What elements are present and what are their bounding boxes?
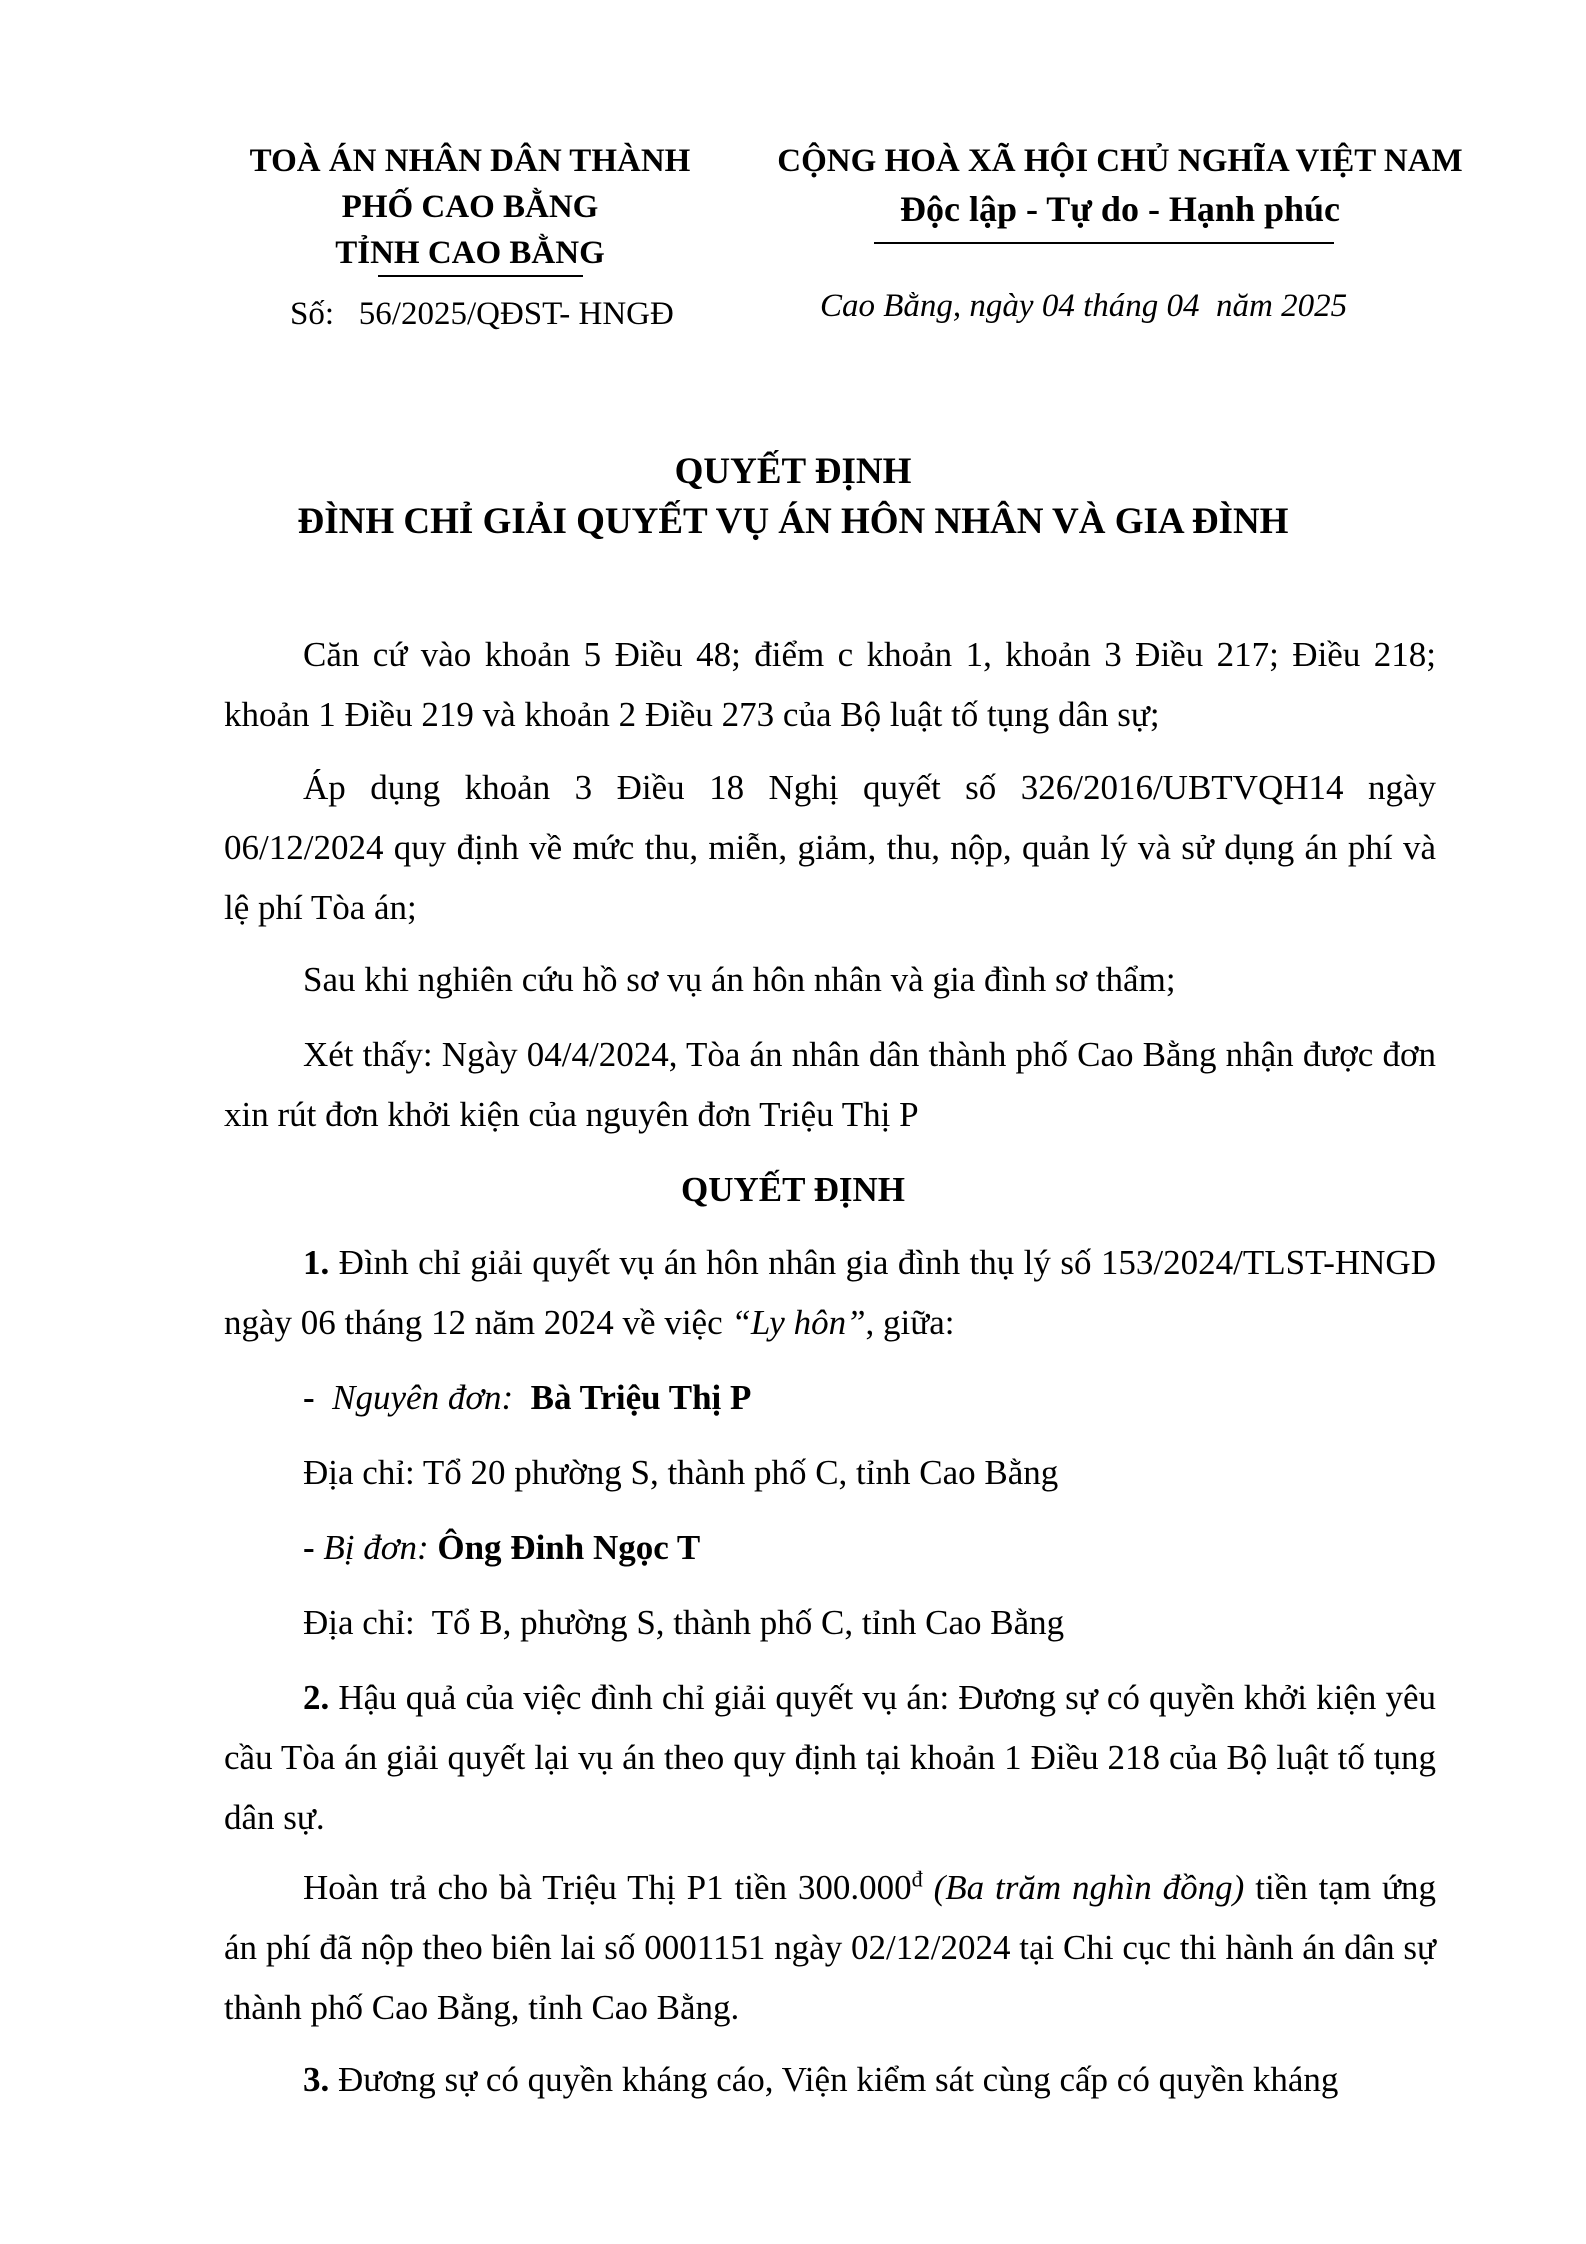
court-name-line2: PHỐ CAO BẰNG: [341, 189, 599, 225]
court-name-line3: TỈNH CAO BẰNG: [335, 235, 605, 271]
plaintiff-line: [303, 1368, 751, 1428]
item-3-text: Đương sự có quyền kháng cáo, Viện kiểm sát cùng cấp có quyền kháng: [329, 2060, 1339, 2099]
decision-item-1: [224, 1233, 1436, 1353]
refund-post: tiền tạm ứng án phí đã nộp theo biên lai số 0001151 ngày 02/12/2024 tại Chi cục thi hành án dân sự thành phố Cao Bằng, tỉnh Cao Bằng.: [224, 1868, 1436, 2027]
motto-underline: [874, 242, 1334, 244]
court-name-line1: TOÀ ÁN NHÂN DÂN THÀNH: [249, 143, 691, 179]
document-number: Số: 56/2025/QĐST- HNGĐ: [290, 296, 674, 332]
document-subtitle: ĐÌNH CHỈ GIẢI QUYẾT VỤ ÁN HÔN NHÂN VÀ GIA ĐÌNH: [297, 501, 1289, 542]
refund-amount-words: (Ba trăm nghìn đồng): [922, 1868, 1245, 1907]
defendant-address: Địa chỉ: Tổ B, phường S, thành phố C, tỉnh Cao Bằng: [303, 1603, 1065, 1642]
item-1-number: 1.: [303, 1243, 330, 1282]
document-title: QUYẾT ĐỊNH: [674, 451, 912, 492]
item-1-text: Đình chỉ giải quyết vụ án hôn nhân gia đình thụ lý số 153/2024/TLST-HNGD ngày 06 tháng 12 năm 2024 về việc: [224, 1243, 1436, 1342]
court-underline: [378, 275, 583, 277]
plaintiff-label: Nguyên đơn:: [332, 1378, 514, 1417]
court-name: [220, 138, 720, 276]
place-and-date: Cao Bằng, ngày 04 tháng 04 năm 2025: [820, 288, 1348, 324]
decision-item-3: [224, 2050, 1436, 2110]
case-type: “Ly hôn”: [731, 1303, 866, 1342]
item-3-number: 3.: [303, 2060, 330, 2099]
refund-pre: Hoàn trả cho bà Triệu Thị P1 tiền 300.000: [303, 1868, 912, 1907]
defendant-dash: -: [303, 1528, 324, 1567]
basis-paragraph-3: Sau khi nghiên cứu hồ sơ vụ án hôn nhân và gia đình sơ thẩm;: [303, 960, 1176, 999]
defendant-name: Ông Đinh Ngọc T: [428, 1528, 701, 1567]
refund-paragraph: [224, 1858, 1436, 2038]
basis-paragraph-1: Căn cứ vào khoản 5 Điều 48; điểm c khoản 1, khoản 3 Điều 217; Điều 218; khoản 1 Điều 219 và khoản 2 Điều 273 của Bộ luật tố tụng dân sự;: [224, 635, 1436, 734]
item-1-tail: , giữa:: [865, 1303, 955, 1342]
plaintiff-name: Bà Triệu Thị P: [513, 1378, 752, 1417]
decision-heading: QUYẾT ĐỊNH: [681, 1170, 905, 1209]
basis-paragraph-2: Áp dụng khoản 3 Điều 18 Nghị quyết số 326/2016/UBTVQH14 ngày 06/12/2024 quy định về mức thu, miễn, giảm, thu, nộp, quản lý và sử dụng án phí và lệ phí Tòa án;: [224, 768, 1436, 927]
basis-paragraph-4: Xét thấy: Ngày 04/4/2024, Tòa án nhân dân thành phố Cao Bằng nhận được đơn xin rút đơn khởi kiện của nguyên đơn Triệu Thị P: [224, 1035, 1436, 1134]
defendant-line: [303, 1518, 700, 1578]
defendant-label: Bị đơn:: [323, 1528, 429, 1567]
decision-item-2: [224, 1668, 1436, 1848]
plaintiff-dash: -: [303, 1378, 333, 1417]
national-header: [740, 138, 1500, 234]
nation-name: CỘNG HOÀ XÃ HỘI CHỦ NGHĨA VIỆT NAM: [777, 143, 1463, 179]
national-motto: Độc lập - Tự do - Hạnh phúc: [899, 189, 1341, 229]
currency-sign: đ: [911, 1866, 923, 1892]
plaintiff-address: Địa chỉ: Tổ 20 phường S, thành phố C, tỉnh Cao Bằng: [303, 1453, 1059, 1492]
item-2-number: 2.: [303, 1678, 330, 1717]
item-2-text: Hậu quả của việc đình chỉ giải quyết vụ án: Đương sự có quyền khởi kiện yêu cầu Tòa án giải quyết lại vụ án theo quy định tại khoản 1 Điều 218 của Bộ luật tố tụng dân sự.: [224, 1678, 1436, 1837]
